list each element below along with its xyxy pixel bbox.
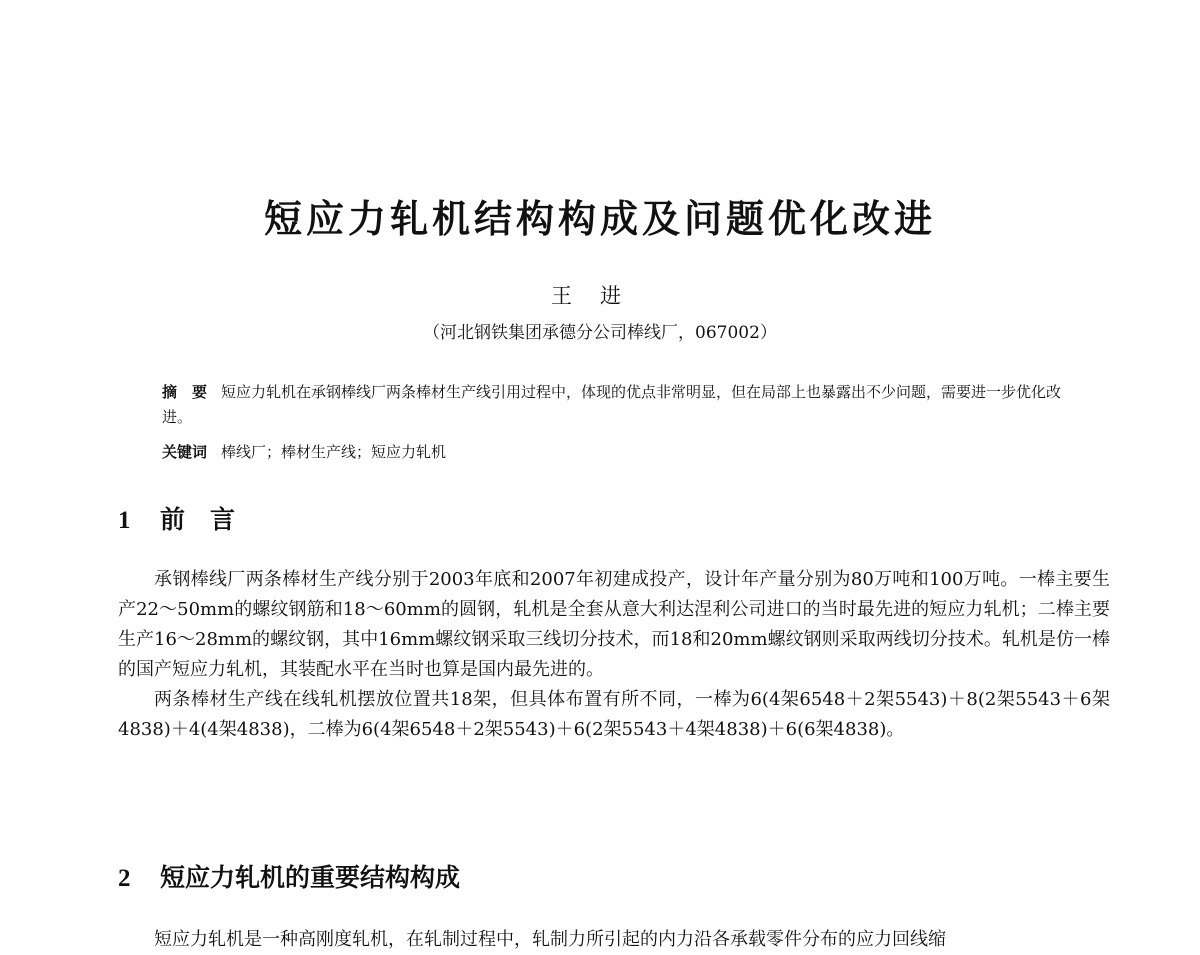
section-2-body bbox=[118, 925, 1110, 955]
abstract-label: 摘 要 bbox=[162, 383, 208, 401]
section-1-paragraph-1: 承钢棒线厂两条棒材生产线分别于2003年底和2007年初建成投产，设计年产量分别为80万吨和100万吨。一棒主要生产22～50mm的螺纹钢筋和18～60mm的圆钢，轧机是全套从意大利达涅利公司进口的当时最先进的短应力轧机；二棒主要生产16～28mm的螺纹钢，其中16mm螺纹钢采取三线切分技术，而18和20mm螺纹钢则采取两线切分技术。轧机是仿一棒的国产短应力轧机，其装配水平在当时也算是国内最先进的。 bbox=[118, 569, 1110, 680]
section-1-title: 前 言 bbox=[160, 505, 236, 534]
keywords-text: 棒线厂；棒材生产线；短应力轧机 bbox=[221, 443, 447, 461]
author-affiliation: （河北钢铁集团承德分公司棒线厂，067002） bbox=[423, 323, 777, 343]
section-2-number: 2 bbox=[118, 865, 131, 892]
abstract-text: 短应力轧机在承钢棒线厂两条棒材生产线引用过程中，体现的优点非常明显，但在局部上也暴露出不少问题，需要进一步优化改进。 bbox=[162, 383, 1062, 426]
abstract-block bbox=[162, 380, 1072, 430]
section-2-paragraph-1: 短应力轧机是一种高刚度轧机，在轧制过程中，轧制力所引起的内力沿各承载零件分布的应力回线缩 bbox=[154, 929, 946, 950]
section-1-body bbox=[118, 565, 1110, 745]
section-1-paragraph-2: 两条棒材生产线在线轧机摆放位置共18架，但具体布置有所不同，一棒为6(4架6548＋2架5543)＋8(2架5543＋6架4838)＋4(4架4838)，二棒为6(4架6548＋2架5543)＋6(2架5543＋4架4838)＋6(6架4838)。 bbox=[118, 689, 1110, 740]
keywords-block bbox=[162, 440, 1072, 465]
section-2-heading bbox=[118, 858, 460, 894]
keywords-label: 关键词 bbox=[162, 443, 208, 461]
section-1-number: 1 bbox=[118, 507, 131, 534]
section-1-heading bbox=[118, 500, 235, 536]
author-name: 王进 bbox=[551, 284, 649, 308]
paper-title: 短应力轧机结构构成及问题优化改进 bbox=[263, 197, 936, 241]
section-2-title: 短应力轧机的重要结构构成 bbox=[160, 863, 461, 892]
